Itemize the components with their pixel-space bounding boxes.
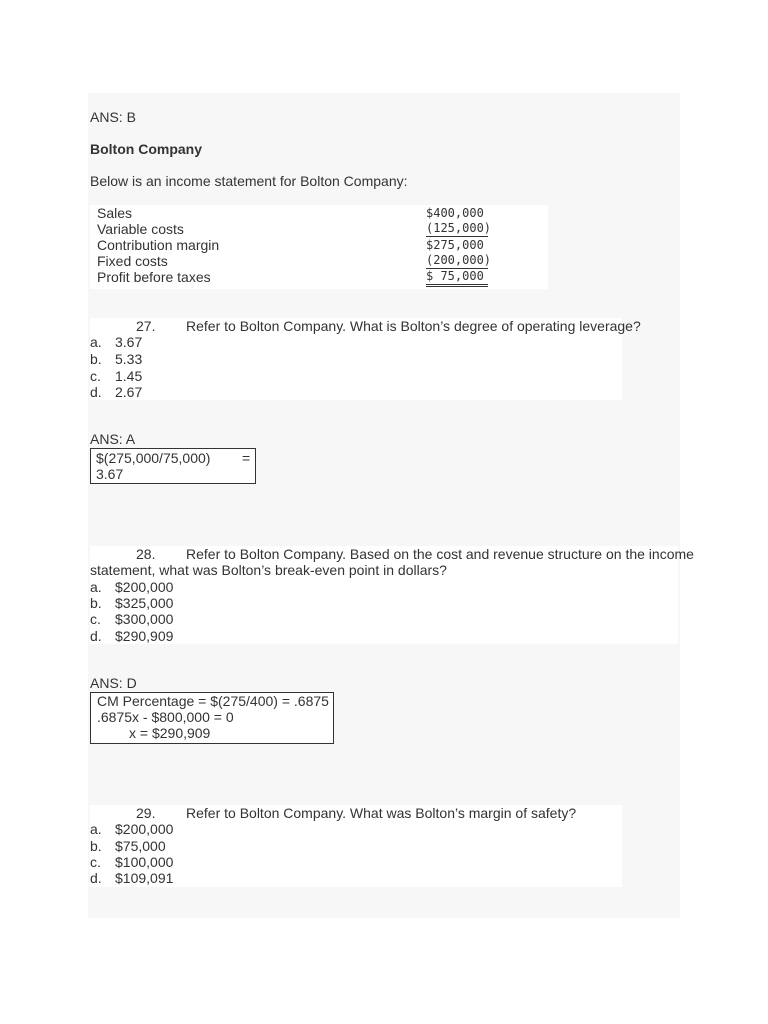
question-text: statement, what was Bolton’s break-even point in dollars? [90,562,447,578]
option-letter: d. [90,384,102,400]
option-letter: d. [90,870,102,886]
option-letter: c. [90,368,101,384]
intro-text: Below is an income statement for Bolton Company: [90,173,408,189]
option-letter: b. [90,595,102,611]
option-text: $325,000 [115,595,174,611]
question-number: 29. [136,805,156,821]
option-text: 1.45 [115,368,143,384]
option-letter: a. [90,579,102,595]
statement-label: Profit before taxes [97,269,211,285]
statement-label: Variable costs [97,221,184,237]
answer-work-box [90,692,334,744]
question-number: 27. [136,318,156,334]
work-line: .6875x - $800,000 = 0 [97,709,234,725]
option-text: $290,909 [115,628,174,644]
work-line: x = $290,909 [129,725,211,741]
option-text: $300,000 [115,611,174,627]
question-text: Refer to Bolton Company. What was Bolton’s margin of safety? [186,805,577,821]
option-letter: c. [90,611,101,627]
option-text: $100,000 [115,854,174,870]
option-letter: b. [90,838,102,854]
work-line: $(275,000/75,000) [96,450,211,466]
statement-value: $275,000 [426,238,484,252]
option-text: 3.67 [115,334,143,350]
question-number: 28. [136,546,156,562]
work-line: = [242,450,251,466]
statement-value: (200,000) [426,253,492,267]
option-letter: b. [90,351,102,367]
option-letter: d. [90,628,102,644]
statement-value: (125,000) [426,221,492,235]
statement-label: Sales [97,205,133,221]
statement-value: $400,000 [426,206,484,220]
answer-work-box [90,448,256,484]
question-text: Refer to Bolton Company. What is Bolton’s degree of operating leverage? [186,318,641,334]
section-heading: Bolton Company [90,141,202,157]
statement-label: Fixed costs [97,253,168,269]
option-text: $200,000 [115,579,174,595]
option-letter: c. [90,854,101,870]
option-text: $200,000 [115,821,174,837]
work-line: CM Percentage = $(275/400) = .6875 [97,693,329,709]
option-letter: a. [90,334,102,350]
option-letter: a. [90,821,102,837]
statement-label: Contribution margin [97,237,220,253]
document-page [88,93,694,918]
option-text: 5.33 [115,351,143,367]
answer-label: ANS: A [90,431,136,447]
option-text: $75,000 [115,838,166,854]
work-line: 3.67 [96,466,124,482]
question-text: Refer to Bolton Company. Based on the cost and revenue structure on the income [186,546,694,562]
income-statement [90,205,548,289]
answer-label: ANS: D [90,675,137,691]
option-text: 2.67 [115,384,143,400]
option-text: $109,091 [115,870,174,886]
statement-value: $ 75,000 [426,268,488,287]
answer-label: ANS: B [90,109,136,125]
